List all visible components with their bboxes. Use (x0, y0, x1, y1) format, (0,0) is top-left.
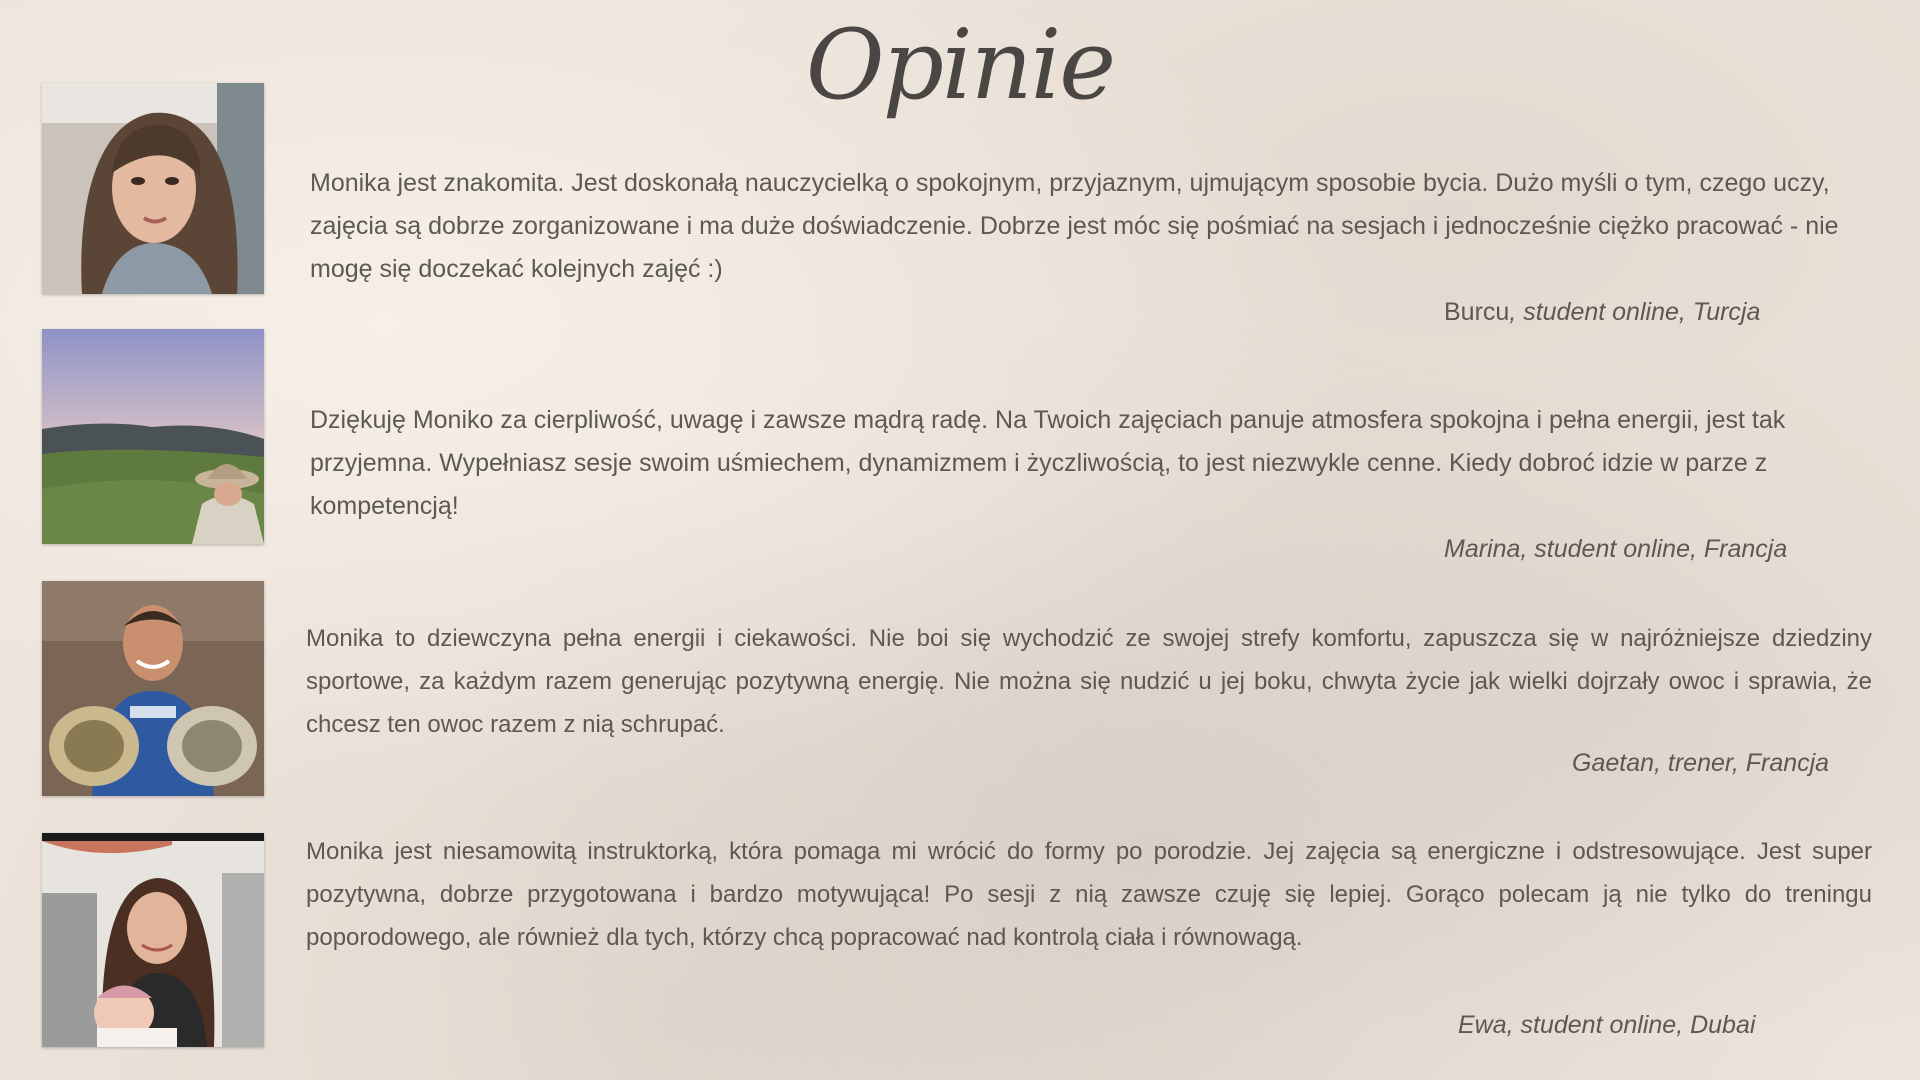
testimonial-author: Ewa, student online, Dubai (1458, 1011, 1756, 1039)
testimonial-text: Dziękuję Moniko za cierpliwość, uwagę i zawsze mądrą radę. Na Twoich zajęciach panuje atmosfera spokojna i pełna energii, jest tak przyjemna. Wypełniasz sesje swoim uśmiechem, dynamizmem i życzliwością, to jest niezwykle cenne. Kiedy dobroć idzie w parze z kompetencją! (310, 406, 1786, 520)
mother-with-baby-photo (42, 833, 264, 1047)
author-name: Burcu (1444, 298, 1510, 326)
author-details: , student online, Turcja (1509, 298, 1761, 326)
woman-selfie-photo (42, 83, 264, 294)
testimonial-text: Monika jest znakomita. Jest doskonałą nauczycielką o spokojnym, przyjaznym, ujmującym sposobie bycia. Dużo myśli o tym, czego uczy, zajęcia są dobrze zorganizowane i ma duże doświadczenie. Dobrze jest móc się pośmiać na sesjach i jednocześnie ciężko pracować - nie mogę się doczekać kolejnych zajęć :) (310, 169, 1839, 283)
page-title: Opinie (805, 9, 1115, 121)
testimonial-author: Marina, student online, Francja (1444, 535, 1788, 563)
man-with-belts-photo (42, 581, 264, 796)
landscape-sunset-photo (42, 329, 264, 544)
testimonial-author: Gaetan, trener, Francja (1572, 749, 1830, 777)
testimonial-author (1444, 296, 1760, 328)
testimonial-text: Monika jest niesamowitą instruktorką, która pomaga mi wrócić do formy po porodzie. Jej zajęcia są energiczne i odstresowujące. Jest super pozytywna, dobrze przygotowana i bardzo motywująca! Po sesji z nią zawsze czuję się lepiej. Gorąco polecam ją nie tylko do treningu poporodowego, ale również dla tych, którzy chcą popracować nad kontrolą ciała i równowagą. (306, 838, 1872, 951)
testimonial-text: Monika to dziewczyna pełna energii i ciekawości. Nie boi się wychodzić ze swojej strefy komfortu, zapuszcza się w najróżniejsze dziedziny sportowe, za każdym razem generując pozytywną energię. Nie można się nudzić u jej boku, chwyta życie jak wielki dojrzały owoc i sprawia, że chcesz ten owoc razem z nią schrupać. (306, 625, 1872, 738)
